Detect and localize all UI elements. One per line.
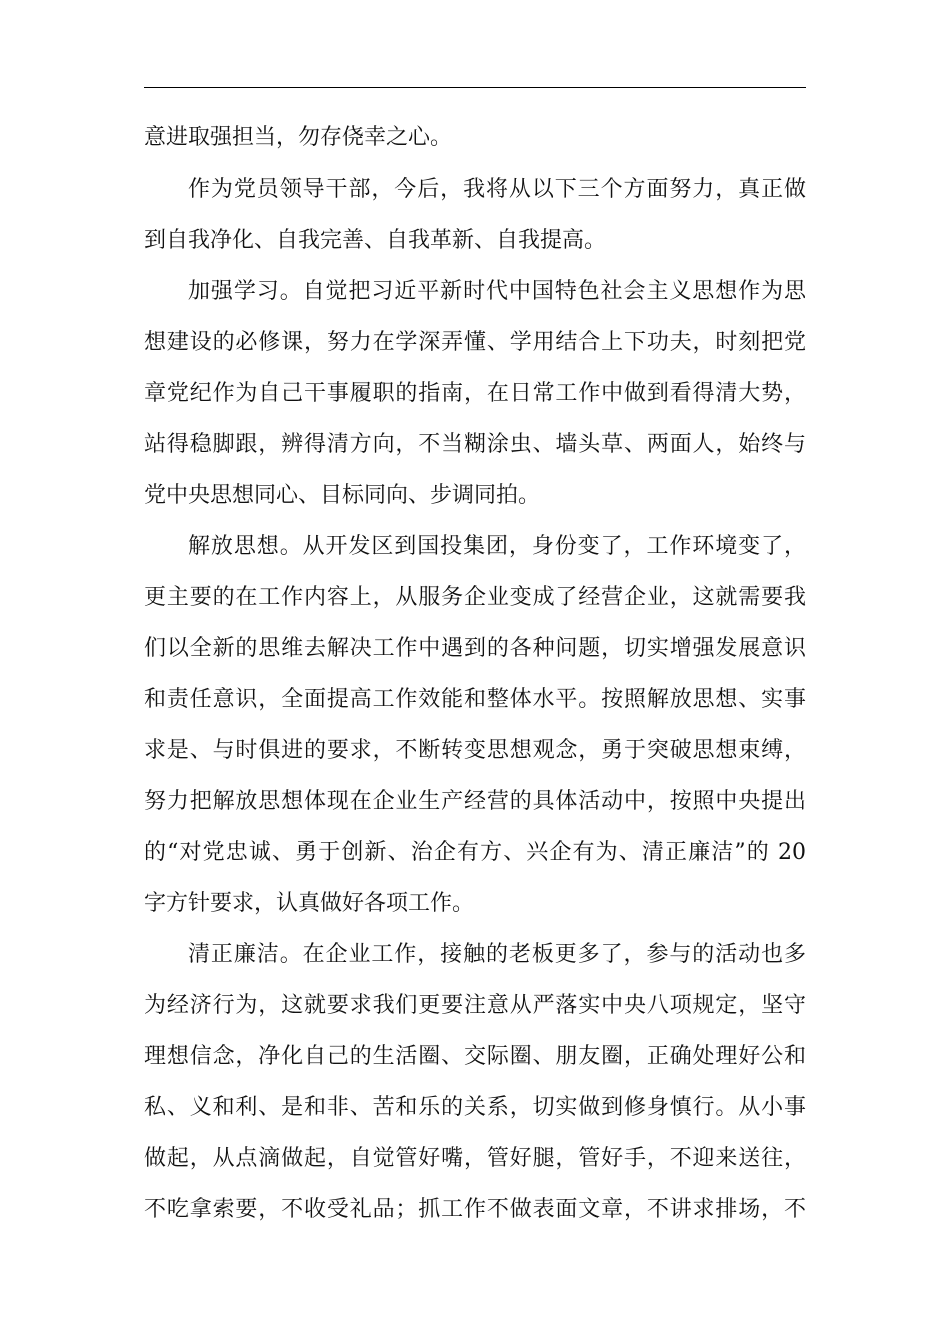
text-line: 的“对党忠诚、勇于创新、治企有方、兴企有为、清正廉洁”的 20 [144,840,806,865]
text-line: 们以全新的思维去解决工作中遇到的各种问题，切实增强发展意识 [144,636,806,661]
text-line: 做起，从点滴做起，自觉管好嘴，管好腿，管好手，不迎来送往， [144,1146,806,1171]
text-line: 求是、与时俱进的要求，不断转变思想观念，勇于突破思想束缚， [144,738,806,763]
paragraph-first-line: 作为党员领导干部，今后，我将从以下三个方面努力，真正做 [188,177,806,202]
text-line: 和责任意识，全面提高工作效能和整体水平。按照解放思想、实事 [144,687,806,712]
text-line: 为经济行为，这就要求我们更要注意从严落实中央八项规定，坚守 [144,993,806,1018]
paragraph-first-line: 解放思想。从开发区到国投集团，身份变了，工作环境变了， [188,534,806,559]
text-line: 党中央思想同心、目标同向、步调同拍。 [144,483,541,508]
text-line: 意进取强担当，勿存侥幸之心。 [144,125,453,150]
text-line: 站得稳脚跟，辨得清方向，不当糊涂虫、墙头草、两面人，始终与 [144,432,806,457]
text-line: 努力把解放思想体现在企业生产经营的具体活动中，按照中央提出 [144,789,806,814]
text-line: 私、义和利、是和非、苦和乐的关系，切实做到修身慎行。从小事 [144,1095,806,1120]
text-line: 章党纪作为自己干事履职的指南，在日常工作中做到看得清大势， [144,381,806,406]
text-line: 字方针要求，认真做好各项工作。 [144,891,475,916]
text-line: 更主要的在工作内容上，从服务企业变成了经营企业，这就需要我 [144,585,806,610]
text-line: 不吃拿索要，不收受礼品；抓工作不做表面文章，不讲求排场，不 [144,1197,806,1222]
text-line: 理想信念，净化自己的生活圈、交际圈、朋友圈，正确处理好公和 [144,1044,806,1069]
text-line: 想建设的必修课，努力在学深弄懂、学用结合上下功夫，时刻把党 [144,330,806,355]
paragraph-first-line: 加强学习。自觉把习近平新时代中国特色社会主义思想作为思 [188,279,806,304]
text-line: 到自我净化、自我完善、自我革新、自我提高。 [144,228,607,253]
header-rule [144,87,806,88]
paragraph-first-line: 清正廉洁。在企业工作，接触的老板更多了，参与的活动也多 [188,942,806,967]
